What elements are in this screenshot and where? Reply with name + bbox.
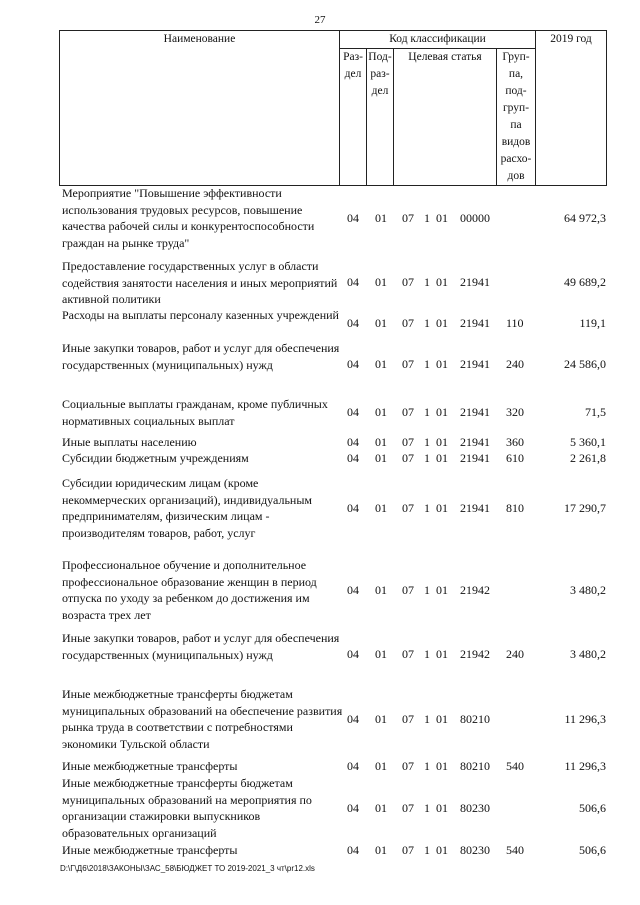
row-razdel: 04 [347,435,359,449]
row-sum: 11 296,3 [564,759,606,773]
row-vid: 540 [506,759,524,773]
row-razdel: 04 [347,405,359,419]
row-target-4: 21941 [460,451,490,465]
row-name: Мероприятие "Повышение эффективности использования трудовых ресурсов, повышение качества рабочей силы и конкурентоспособности граждан на рынке труда" [62,186,315,250]
row-target-3: 01 [436,211,448,225]
row-target-2: 1 [424,801,430,815]
row-podrazdel: 01 [375,843,387,857]
row-name: Иные межбюджетные трансферты [62,759,238,773]
row-name: Профессиональное обучение и дополнительное профессиональное образование женщин в период отпуска по уходу за ребенком до достижения им возраста трех лет [62,558,317,622]
row-sum: 3 480,2 [570,583,606,597]
row-target-2: 1 [424,211,430,225]
header-target: Целевая статья [394,49,497,186]
row-name: Иные выплаты населению [62,435,197,449]
row-sum: 49 689,2 [564,275,606,289]
row-sum: 506,6 [579,801,606,815]
row-target-4: 21941 [460,435,490,449]
header-year: 2019 год [536,31,607,186]
row-razdel: 04 [347,275,359,289]
row-podrazdel: 01 [375,501,387,515]
row-target-3: 01 [436,801,448,815]
row-razdel: 04 [347,583,359,597]
row-razdel: 04 [347,211,359,225]
row-target-1: 07 [402,451,414,465]
row-target-1: 07 [402,501,414,515]
row-target-4: 00000 [460,211,490,225]
row-razdel: 04 [347,759,359,773]
row-podrazdel: 01 [375,801,387,815]
header-name: Наименование [60,31,340,186]
row-sum: 64 972,3 [564,211,606,225]
row-target-3: 01 [436,451,448,465]
row-name: Социальные выплаты гражданам, кроме публичных нормативных социальных выплат [62,397,328,428]
row-sum: 3 480,2 [570,647,606,661]
row-razdel: 04 [347,801,359,815]
row-target-1: 07 [402,435,414,449]
row-target-1: 07 [402,357,414,371]
row-target-3: 01 [436,647,448,661]
row-target-2: 1 [424,501,430,515]
row-vid: 810 [506,501,524,515]
row-target-2: 1 [424,712,430,726]
row-sum: 11 296,3 [564,712,606,726]
row-name: Иные межбюджетные трансферты [62,843,238,857]
row-target-4: 80210 [460,712,490,726]
row-target-3: 01 [436,712,448,726]
row-podrazdel: 01 [375,357,387,371]
row-sum: 5 360,1 [570,435,606,449]
row-razdel: 04 [347,316,359,330]
row-target-3: 01 [436,759,448,773]
table-header [59,30,607,186]
row-target-3: 01 [436,405,448,419]
row-vid: 610 [506,451,524,465]
row-target-2: 1 [424,435,430,449]
row-target-4: 21941 [460,357,490,371]
row-name: Субсидии юридическим лицам (кроме некоммерческих организаций), индивидуальным предпринимателям, физическим лицам - производителям товаров, работ, услуг [62,476,312,540]
row-target-1: 07 [402,583,414,597]
row-target-2: 1 [424,647,430,661]
row-sum: 2 261,8 [570,451,606,465]
row-razdel: 04 [347,843,359,857]
row-podrazdel: 01 [375,712,387,726]
row-vid: 110 [506,316,524,330]
row-name: Предоставление государственных услуг в области содействия занятости населения и иных мероприятий активной политики [62,259,338,307]
row-target-4: 21942 [460,647,490,661]
row-target-2: 1 [424,843,430,857]
row-podrazdel: 01 [375,435,387,449]
row-podrazdel: 01 [375,583,387,597]
row-podrazdel: 01 [375,451,387,465]
row-target-2: 1 [424,275,430,289]
row-podrazdel: 01 [375,647,387,661]
row-target-3: 01 [436,357,448,371]
row-vid: 320 [506,405,524,419]
row-name: Иные межбюджетные трансферты бюджетам муниципальных образований на обеспечение развития рынка труда в соответствии с потребностями экономики Тульской области [62,687,343,751]
row-target-1: 07 [402,759,414,773]
row-podrazdel: 01 [375,211,387,225]
row-target-3: 01 [436,275,448,289]
row-target-4: 21941 [460,501,490,515]
row-target-2: 1 [424,357,430,371]
row-target-2: 1 [424,405,430,419]
row-target-3: 01 [436,316,448,330]
row-razdel: 04 [347,501,359,515]
row-name: Иные межбюджетные трансферты бюджетам муниципальных образований на мероприятия по организации стажировки выпускников образовательных организаций [62,776,312,840]
row-target-4: 21941 [460,275,490,289]
row-razdel: 04 [347,357,359,371]
row-target-1: 07 [402,801,414,815]
row-target-1: 07 [402,405,414,419]
row-target-2: 1 [424,583,430,597]
row-target-2: 1 [424,316,430,330]
header-razdel: Раз- дел [340,49,367,186]
row-name: Субсидии бюджетным учреждениям [62,451,249,465]
row-podrazdel: 01 [375,405,387,419]
row-target-3: 01 [436,583,448,597]
row-target-4: 80230 [460,801,490,815]
row-target-3: 01 [436,501,448,515]
row-target-1: 07 [402,316,414,330]
row-podrazdel: 01 [375,316,387,330]
row-sum: 24 586,0 [564,357,606,371]
row-target-2: 1 [424,759,430,773]
row-target-4: 21942 [460,583,490,597]
row-razdel: 04 [347,712,359,726]
row-target-3: 01 [436,435,448,449]
page-number: 27 [314,14,326,26]
file-path-footer: D:\Г\Д6\2018\ЗАКОНЫ\ЗАС_58\БЮДЖЕТ ТО 2019-2021_3 чт\pr12.xls [60,864,315,873]
row-vid: 540 [506,843,524,857]
header-group: Груп- па, под- груп- па видов расхо- дов [497,49,536,186]
row-target-4: 80210 [460,759,490,773]
row-podrazdel: 01 [375,275,387,289]
row-vid: 240 [506,357,524,371]
row-name: Расходы на выплаты персоналу казенных учреждений [62,308,339,322]
row-target-1: 07 [402,211,414,225]
row-name: Иные закупки товаров, работ и услуг для обеспечения государственных (муниципальных) нужд [62,341,340,372]
row-target-1: 07 [402,712,414,726]
row-vid: 360 [506,435,524,449]
row-name: Иные закупки товаров, работ и услуг для обеспечения государственных (муниципальных) нужд [62,631,340,662]
row-sum: 71,5 [585,405,606,419]
row-sum: 506,6 [579,843,606,857]
row-target-1: 07 [402,275,414,289]
row-target-2: 1 [424,451,430,465]
row-sum: 119,1 [579,316,606,330]
row-target-4: 21941 [460,405,490,419]
header-code: Код классификации [340,31,536,49]
row-target-3: 01 [436,843,448,857]
row-razdel: 04 [347,647,359,661]
row-razdel: 04 [347,451,359,465]
row-target-1: 07 [402,647,414,661]
row-podrazdel: 01 [375,759,387,773]
row-vid: 240 [506,647,524,661]
row-sum: 17 290,7 [564,501,606,515]
header-podrazdel: Под- раз- дел [367,49,394,186]
row-target-1: 07 [402,843,414,857]
row-target-4: 80230 [460,843,490,857]
row-target-4: 21941 [460,316,490,330]
